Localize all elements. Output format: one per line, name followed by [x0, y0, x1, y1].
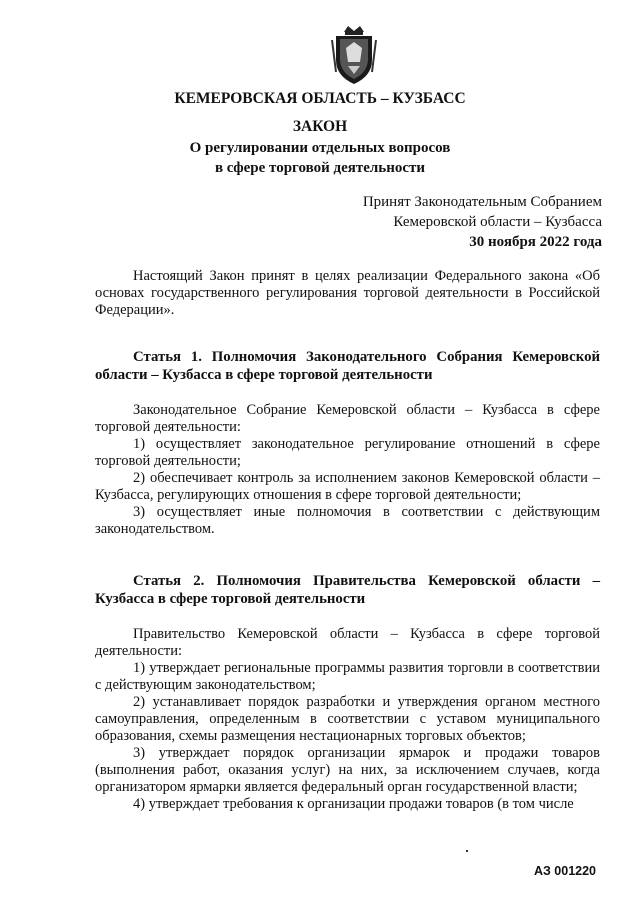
document-type: ЗАКОН	[292, 118, 348, 135]
preamble-text: Настоящий Закон принят в целях реализации Федерального закона «Об основах государственного регулирования торговой деятельности в Российской Федерации».	[95, 268, 600, 318]
adopted-by-line2: Кемеровской области – Кузбасса	[393, 214, 602, 230]
article-1	[95, 348, 600, 384]
adopted-by-line1: Принят Законодательным Собранием	[362, 194, 602, 210]
adoption-date: 30 ноября 2022 года	[469, 234, 602, 250]
article-2-item: 4) утверждает требования к организации продажи товаров (в том числе	[133, 796, 574, 812]
article-1-item: 1) осуществляет законодательное регулирование отношений в сфере торговой деятельности;	[95, 436, 600, 469]
coat-of-arms-emblem	[330, 22, 378, 86]
region-heading: КЕМЕРОВСКАЯ ОБЛАСТЬ – КУЗБАСС	[174, 90, 466, 107]
article-2-title: Статья 2. Полномочия Правительства Кемеровской области – Кузбасса в сфере торговой деятельности	[95, 573, 600, 607]
article-1-body	[95, 402, 600, 538]
scan-speck	[466, 850, 468, 852]
article-2-body	[95, 626, 600, 813]
law-title-line1: О регулировании отдельных вопросов	[189, 140, 451, 156]
preamble-block	[95, 268, 600, 319]
article-1-item: 3) осуществляет иные полномочия в соответствии с действующим законодательством.	[95, 504, 600, 537]
article-2-item: 2) устанавливает порядок разработки и утверждения органом местного самоуправления, определенным в соответствии с уставом муниципального образования, схемы размещения нестационарных торговых объектов;	[95, 694, 600, 744]
article-1-title: Статья 1. Полномочия Законодательного Собрания Кемеровской области – Кузбасса в сфере торговой деятельности	[95, 349, 600, 383]
law-title	[0, 138, 640, 178]
article-1-item: 2) обеспечивает контроль за исполнением законов Кемеровской области – Кузбасса, регулирующих отношения в сфере торговой деятельности;	[95, 470, 600, 503]
law-title-line2: в сфере торговой деятельности	[214, 160, 426, 176]
serial-number: АЗ 001220	[533, 864, 596, 878]
article-1-intro: Законодательное Собрание Кемеровской области – Кузбасса в сфере торговой деятельности:	[95, 402, 600, 435]
article-2-intro: Правительство Кемеровской области – Кузбасса в сфере торговой деятельности:	[95, 626, 600, 659]
article-2-item: 1) утверждает региональные программы развития торговли в соответствии с действующим законодательством;	[95, 660, 600, 693]
adoption-block	[363, 192, 602, 252]
article-2	[95, 572, 600, 608]
article-2-item: 3) утверждает порядок организации ярмарок и продажи товаров (выполнения работ, оказания услуг) на них, за исключением случаев, когда организатором ярмарки является федеральный орган государственной власти;	[95, 745, 600, 795]
